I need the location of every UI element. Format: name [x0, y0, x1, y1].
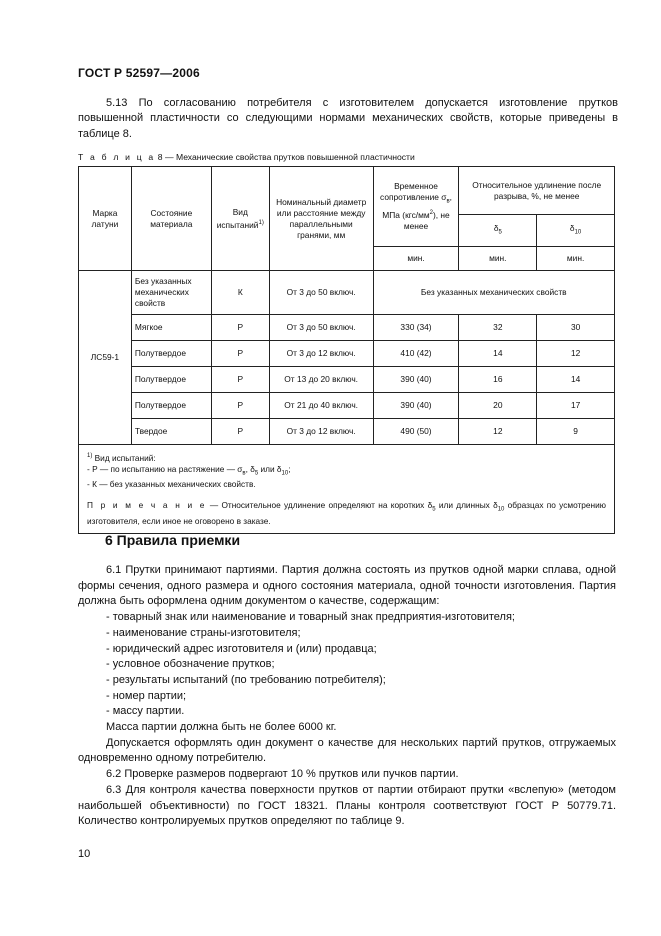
page-number: 10 — [78, 848, 91, 860]
table-note: П р и м е ч а н и е — Относительное удлинение определяют на коротких $\delta_5$ или длинных $\delta_{10}$ образцах по усмотрению изготовителя, если иное не оговорено в заказе. — [87, 500, 606, 527]
table-row: Полутвердое Р От 3 до 12 включ. 410 (42) 14 12 — [79, 341, 615, 367]
list-item: - массу партии. — [106, 705, 185, 718]
th-min: мин. — [373, 247, 459, 271]
allowance: Допускается оформлять один документ о качестве для нескольких партий прутков, отгружаемых одновременно одному потребителю. — [78, 736, 616, 765]
table-footnote — [79, 445, 615, 534]
footnote-k: - К — без указанных механических свойств. — [87, 479, 256, 490]
th-min: мин. — [459, 247, 537, 271]
table-row: ЛС59-1 Без указанных механических свойств К От 3 до 50 включ. Без указанных механических свойств — [79, 271, 615, 315]
list-item: - результаты испытаний (по требованию потребителя); — [106, 673, 386, 686]
document-header: ГОСТ Р 52597—2006 — [78, 66, 200, 80]
grade-cell: ЛС59-1 — [79, 271, 132, 445]
section-body — [78, 563, 616, 830]
list-item: - номер партии; — [106, 689, 187, 702]
th-min: мин. — [537, 247, 615, 271]
list-item: - юридический адрес изготовителя и (или) продавца; — [106, 642, 377, 655]
clause-6-2: 6.2 Проверке размеров подвергают 10 % прутков или пучков партии. — [106, 768, 459, 781]
list-item: - наименование страны-изготовителя; — [106, 626, 301, 639]
table-row: Мягкое Р От 3 до 50 включ. 330 (34) 32 30 — [79, 315, 615, 341]
footnote-p: - Р — по испытанию на растяжение — $\sigma_в$, $\delta_5$ или $\delta_{10}$; — [87, 463, 291, 477]
list-item: - товарный знак или наименование и товарный знак предприятия-изготовителя; — [106, 611, 515, 624]
list-item: - условное обозначение прутков; — [106, 658, 275, 671]
th-diameter: Номинальный диаметр или расстояние между параллельными гранями, мм — [269, 167, 373, 271]
section-title: 6 Правила приемки — [105, 532, 241, 548]
clause-5-13: 5.13 По согласованию потребителя с изготовителем допускается изготовление прутков повышенной пластичности со следующими нормами механических свойств, которые приведены в таблице 8. — [78, 97, 618, 140]
table-caption: Т а б л и ц а 8 — Механические свойства прутков повышенной пластичности — [78, 152, 415, 162]
table-row: Полутвердое Р От 21 до 40 включ. 390 (40) 20 17 — [79, 393, 615, 419]
mass-limit: Масса партии должна быть не более 6000 кг. — [106, 721, 337, 734]
th-tensile: Временное сопротивление $\sigma_в$, МПа $(кгс/мм^2)$, не менее — [373, 167, 459, 247]
clause-6-3: 6.3 Для контроля качества поверхности прутков от партии отбирают прутки «вслепую» (методом наибольшей объективности) по ГОСТ 18321. Планы контроля соответствуют ГОСТ Р 50779.71. Количество контролируемых прутков определяют по таблице 9. — [78, 783, 616, 828]
table-row: Твердое Р От 3 до 12 включ. 490 (50) 12 9 — [79, 419, 615, 445]
th-d10: $\delta_{10}$ — [537, 215, 615, 247]
th-grade: Марка латуни — [79, 167, 132, 271]
clause-6-1: 6.1 Прутки принимают партиями. Партия должна состоять из прутков одной марки сплава, одной формы сечения, одного размера и одного состояния материала, одной точности изготовления. Партия должна быть оформлена одним документом о качестве, содержащим: — [78, 564, 616, 608]
table-row: Полутвердое Р От 13 до 20 включ. 390 (40) 16 14 — [79, 367, 615, 393]
footnote-title: $^{1)}$ Вид испытаний: — [87, 452, 156, 463]
th-state: Состояние материала — [131, 167, 211, 271]
th-test-type: Вид испытаний$^{1)}$ — [211, 167, 269, 271]
table-8 — [78, 166, 615, 534]
th-elongation: Относительное удлинение после разрыва, %, не менее — [459, 167, 615, 215]
th-d5: $\delta_5$ — [459, 215, 537, 247]
